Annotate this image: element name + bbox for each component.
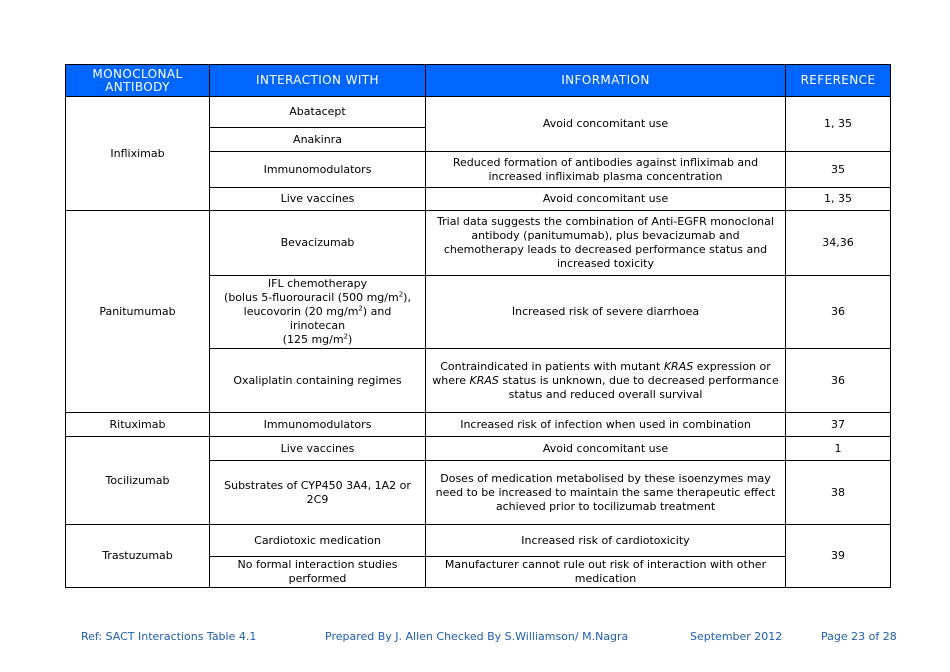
table-row	[66, 211, 891, 276]
information-cell: Manufacturer cannot rule out risk of interaction with other medication	[426, 557, 786, 588]
interaction-cell: Abatacept	[210, 97, 426, 128]
information-cell: Reduced formation of antibodies against infliximab and increased infliximab plasma concentration	[426, 152, 786, 188]
interaction-cell: Immunomodulators	[210, 413, 426, 437]
information-cell: Avoid concomitant use	[426, 437, 786, 461]
ifl-line-4: (125 $mg/m^2$)	[282, 332, 353, 346]
reference-cell: 36	[786, 276, 891, 349]
header-interaction: INTERACTION WITH	[210, 65, 426, 97]
reference-cell: 39	[786, 525, 891, 588]
table-row	[66, 525, 891, 557]
interactions-table	[65, 64, 891, 588]
reference-cell: 35	[786, 152, 891, 188]
interaction-cell: Anakinra	[210, 128, 426, 152]
reference-cell: 1, 35	[786, 188, 891, 211]
footer-prepared: Prepared By J. Allen Checked By S.Williamson/ M.Nagra	[325, 630, 629, 643]
information-cell: Increased risk of infection when used in combination	[426, 413, 786, 437]
ifl-line-2: (bolus 5-fluorouracil (500 $mg/m^2$),	[224, 290, 411, 304]
information-cell: Increased risk of cardiotoxicity	[426, 525, 786, 557]
gene-kras: KRAS	[469, 373, 499, 387]
interaction-cell: Substrates of CYP450 3A4, 1A2 or 2C9	[210, 461, 426, 525]
information-cell: Avoid concomitant use	[426, 188, 786, 211]
footer-page: Page 23 of 28	[821, 630, 897, 643]
interaction-cell: Live vaccines	[210, 437, 426, 461]
interaction-cell: Oxaliplatin containing regimes	[210, 349, 426, 413]
footer-ref: Ref: SACT Interactions Table 4.1	[81, 630, 257, 643]
table-row	[66, 413, 891, 437]
information-cell: Avoid concomitant use	[426, 97, 786, 152]
header-row	[66, 65, 891, 97]
reference-cell: 38	[786, 461, 891, 525]
footer-date: September 2012	[690, 630, 783, 643]
interaction-cell: Cardiotoxic medication	[210, 525, 426, 557]
reference-cell: 34,36	[786, 211, 891, 276]
ifl-line-3: leucovorin (20 $mg/m^2$) and irinotecan	[243, 304, 392, 332]
antibody-trastuzumab: Trastuzumab	[66, 525, 210, 588]
table-row	[66, 437, 891, 461]
reference-cell: 1, 35	[786, 97, 891, 152]
ifl-line-1: IFL chemotherapy	[267, 277, 368, 290]
header-antibody: MONOCLONAL ANTIBODY	[66, 65, 210, 97]
header-reference: REFERENCE	[786, 65, 891, 97]
gene-kras: KRAS	[663, 359, 694, 373]
reference-cell: 37	[786, 413, 891, 437]
interaction-cell: Live vaccines	[210, 188, 426, 211]
interaction-cell: Bevacizumab	[210, 211, 426, 276]
information-cell: Increased risk of severe diarrhoea	[426, 276, 786, 349]
header-information: INFORMATION	[426, 65, 786, 97]
information-cell: Doses of medication metabolised by these isoenzymes may need to be increased to maintain the same therapeutic effect achieved prior to tocilizumab treatment	[426, 461, 786, 525]
interaction-cell-ifl	[210, 276, 426, 349]
antibody-infliximab: Infliximab	[66, 97, 210, 211]
antibody-tocilizumab: Tocilizumab	[66, 437, 210, 525]
information-cell: Trial data suggests the combination of Anti-EGFR monoclonal antibody (panitumumab), plus bevacizumab and chemotherapy leads to decreased performance status and increased toxicity	[426, 211, 786, 276]
interaction-cell: Immunomodulators	[210, 152, 426, 188]
table-row	[66, 97, 891, 128]
information-cell-kras: Contraindicated in patients with mutant KRAS expression or where KRAS status is unknown, due to decreased performance status and reduced overall survival	[426, 349, 786, 413]
reference-cell: 36	[786, 349, 891, 413]
antibody-rituximab: Rituximab	[66, 413, 210, 437]
antibody-panitumumab: Panitumumab	[66, 211, 210, 413]
interaction-cell: No formal interaction studies performed	[210, 557, 426, 588]
reference-cell: 1	[786, 437, 891, 461]
